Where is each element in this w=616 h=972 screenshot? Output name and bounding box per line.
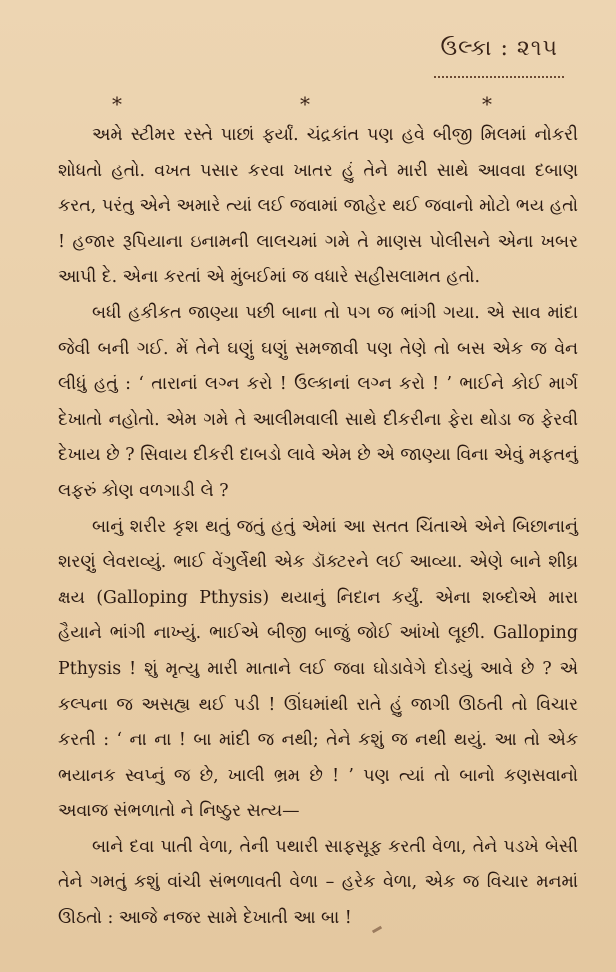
paragraph: બાને દવા પાતી વેળા, તેની પથારી સાફસૂફ કરતી વેળા, તેને પડખે બેસી તેને ગમતું કશું વાંચી સંભળાવતી વેળા – હરેક વેળા, એક જ વિચાર મનમાં ઊઠતો : આજે નજર સામે દેખાતી આ બા ! (58, 836, 578, 929)
paragraph: બાનું શરીર કૃશ થતું જતું હતું એમાં આ સતત ચિંતાએ એને બિછાનાનું શરણું લેવરાવ્યું. ભાઈ વેંગુર્લેથી એક ડૉક્ટરને લઈ આવ્યા. એણે બાને શીઘ્ર ક્ષય (Galloping Pthysis) થયાનું નિદાન કર્યું. એના શબ્દોએ મારા હૈયાને ભાંગી નાખ્યું. ભાઈએ બીજી બાજું જોઈ આંખો લૂછી. Galloping Pthysis ! શું મૃત્યુ મારી માતાને લઈ જવા ઘોડાવેગે દોડયું આવે છે ? એ કલ્પના જ અસહ્ય થઈ પડી ! ઊંઘમાંથી રાતે હું જાગી ઊઠતી તો વિચાર કરતી : ‘ ના ના ! બા માંદી જ નથી; તેને કશું જ નથી થયું. આ તો એક ભયાનક સ્વપ્નું જ છે, ખાલી ભ્રમ છે ! ’ પણ ત્યાં તો બાનો કણસવાનો અવાજ સંભળાતો ને નિષ્ઠુર સત્ય— (58, 516, 578, 822)
asterisk-mark: * (300, 92, 310, 116)
section-separator (0, 92, 616, 116)
asterisk-mark: * (482, 92, 492, 116)
asterisk-mark: * (112, 92, 122, 116)
header-underline (434, 70, 564, 78)
body-text (58, 118, 578, 937)
running-header: ઉલ્કા : ૨૧૫ (440, 36, 558, 61)
paragraph: અમે સ્ટીમર રસ્તે પાછાં ફર્યાં. ચંદ્રકાંત પણ હવે બીજી મિલમાં નોકરી શોધતો હતો. વખત પસાર કરવા ખાતર હું તેને મારી સાથે આવવા દબાણ કરત, પરંતુ એને અમારે ત્યાં લઈ જવામાં જાહેર થઈ જવાનો મોટો ભય હતો ! હજાર રૂપિયાના ઇનામની લાલચમાં ગમે તે માણસ પોલીસને એના ખબર આપી દે. એના કરતાં એ મુંબઈમાં જ વધારે સહીસલામત હતો. (58, 125, 578, 288)
paragraph: બધી હકીકત જાણ્યા પછી બાના તો પગ જ ભાંગી ગયા. એ સાવ માંદા જેવી બની ગઈ. મેં તેને ઘણું ઘણું સમજાવી પણ તેણે તો બસ એક જ વેન લીધું હતું : ‘ તારાનાં લગ્ન કરો ! ઉલ્કાનાં લગ્ન કરો ! ’ ભાઈને કોઈ માર્ગ દેખાતો નહોતો. એમ ગમે તે આલીમવાલી સાથે દીકરીના ફેરા થોડા જ ફેરવી દેખાય છે ? સિવાય દીકરી દાબડો લાવે એમ છે એ જાણ્યા વિના એવું મફતનું લફરું કોણ વળગાડી લે ? (58, 302, 578, 501)
